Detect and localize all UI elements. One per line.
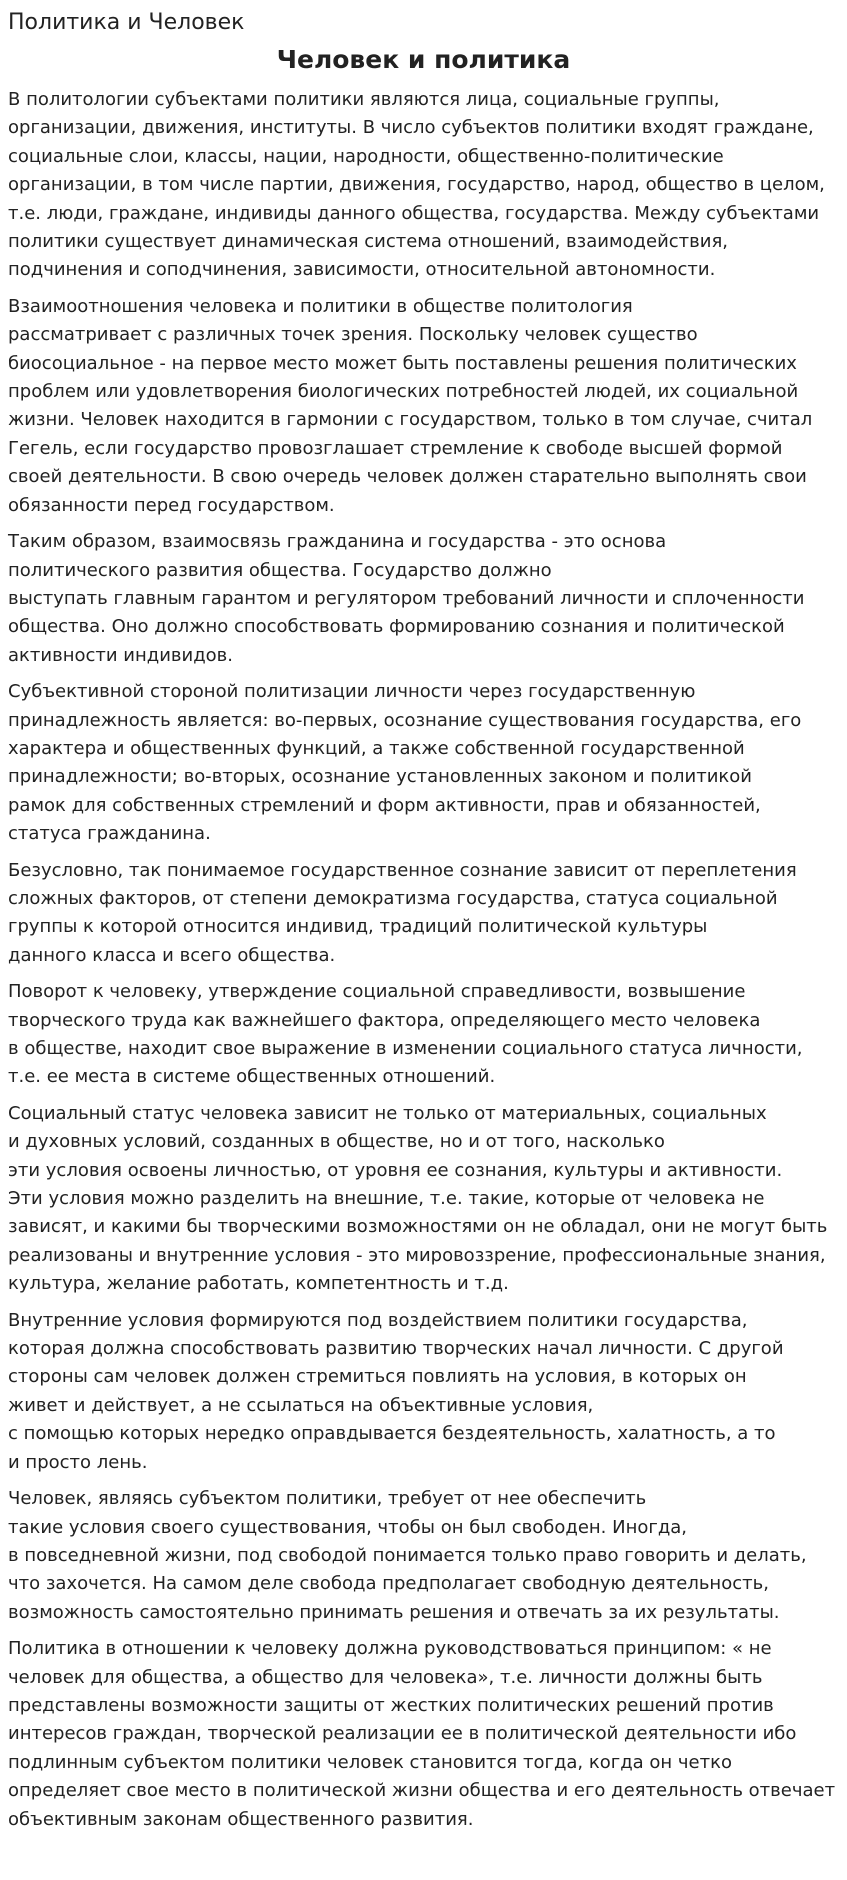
paragraph: В политологии субъектами политики являются лица, социальные группы, организации, движения, институты. В число субъектов политики входят граждане, социальные слои, классы, нации, народности, общественно-политические организации, в том числе партии, движения, государство, народ, общество в целом, т.е. люди, граждане, индивиды данного общества, государства. Между субъектами политики существует динамическая система отношений, взаимодействия, подчинения и соподчинения, зависимости, относительной автономности.	[8, 89, 825, 281]
site-title: Политика и Человек	[8, 10, 245, 35]
paragraph: Политика в отношении к человеку должна руководствоваться принципом: « не человек для общества, а общество для человека», т.е. личности должны быть представлены возможности защиты от жестких политических решений против интересов граждан, творческой реализации ее в политической деятельности ибо подлинным субъектом политики человек становится тогда, когда он четко определяет свое место в политической жизни общества и его деятельность отвечает объективным законам общественного развития.	[8, 1638, 836, 1830]
paragraph: Таким образом, взаимосвязь гражданина и государства - это основа политического развития общества. Государство должно выступать главным гарантом и регулятором требований личности и сплоченности общества. Оно должно способствовать формированию сознания и политической активности индивидов.	[8, 531, 805, 666]
article-body	[8, 86, 839, 1834]
paragraph: Социальный статус человека зависит не только от материальных, социальных и духовных условий, созданных в обществе, но и от того, насколько эти условия освоены личностью, от уровня ее сознания, культуры и активности. Эти условия можно разделить на внешние, т.е. такие, которые от человека не зависят, и какими бы творческими возможностями он не обладал, они не могут быть реализованы и внутренние условия - это мировоззрение, профессиональные знания, культура, желание работать, компетентность и т.д.	[8, 1102, 828, 1295]
paragraph: Взаимоотношения человека и политики в обществе политология рассматривает с различных точек зрения. Поскольку человек существо биосоциальное - на первое место может быть поставлены решения политических проблем или удовлетворения биологических потребностей людей, их социальной жизни. Человек находится в гармонии с государством, только в том случае, считал Гегель, если государство провозглашает стремление к свободе высшей формой своей деятельности. В свою очередь человек должен старательно выполнять свои обязанности перед государством.	[8, 295, 813, 516]
paragraph: Поворот к человеку, утверждение социальной справедливости, возвышение творческого труда как важнейшего фактора, определяющего место человека в обществе, находит свое выражение в изменении социального статуса личности, т.е. ее места в системе общественных отношений.	[8, 981, 803, 1088]
paragraph: Безусловно, так понимаемое государственное сознание зависит от переплетения сложных факторов, от степени демократизма государства, статуса социальной группы к которой относится индивид, традиций политической культуры данного класса и всего общества.	[8, 859, 797, 966]
paragraph: Человек, являясь субъектом политики, требует от нее обеспечить такие условия своего существования, чтобы он был свободен. Иногда, в повседневной жизни, под свободой понимается только право говорить и делать, что захочется. На самом деле свобода предполагает свободную деятельность, возможность самостоятельно принимать решения и отвечать за их результаты.	[8, 1488, 807, 1623]
paragraph: Субъективной стороной политизации личности через государственную принадлежность является: во-первых, осознание существования государства, его характера и общественных функций, а также собственной государственной принадлежности; во-вторых, осознание установленных законом и политикой рамок для собственных стремлений и форм активности, прав и обязанностей, статуса гражданина.	[8, 681, 802, 845]
paragraph: Внутренние условия формируются под воздействием политики государства, которая должна способствовать развитию творческих начал личности. С другой стороны сам человек должен стремиться повлиять на условия, в которых он живет и действует, а не ссылаться на объективные условия, с помощью которых нередко оправдывается бездеятельность, халатность, а то и просто лень.	[8, 1309, 784, 1473]
article-title: Человек и политика	[276, 45, 571, 74]
